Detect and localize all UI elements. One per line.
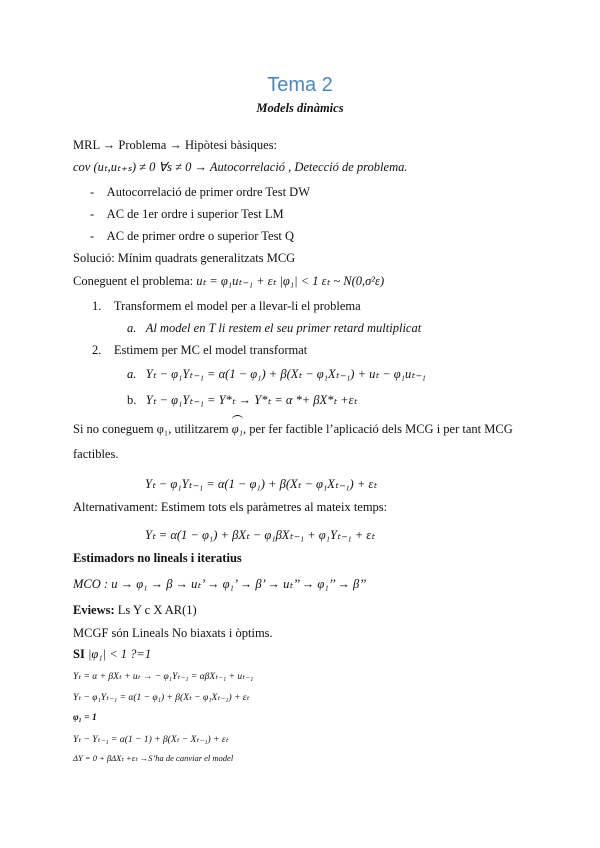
- list-item: - Autocorrelació de primer ordre Test DW: [90, 185, 310, 199]
- small-eq-3: φ₁ = 1: [73, 713, 97, 723]
- cov-formula: cov (uₜ,uₜ₊ₛ) ≠ 0 ∀s ≠ 0 → Autocorrelació , Detecció de problema.: [73, 160, 408, 174]
- eviews-line: Eviews: Ls Y c X AR(1): [73, 603, 197, 617]
- small-eq-2: Yₜ − φ₁Yₜ₋₁ = α(1 − φ₁) + β(Xₜ − φ₁Xₜ₋₁) + εₜ: [73, 693, 250, 703]
- si-label: SI: [73, 647, 85, 661]
- list-item: - AC de 1er ordre i superior Test LM: [90, 207, 284, 221]
- page-title: Tema 2: [267, 74, 333, 96]
- page-subtitle: Models dinàmics: [256, 101, 344, 115]
- coneguent-line: Coneguent el problema: uₜ = φ₁uₜ₋₁ + εₜ |φ₁| < 1 εₜ ~ N(0,σ²ε): [73, 274, 385, 288]
- small-eq-5: ΔY = 0 + βΔXₜ +εₜ →S’ha de canviar el model: [73, 753, 234, 763]
- mco-chain: MCO : u → φ₁ → β → uₜ’ → φ₁’ → β’ → uₜ’’ → φ₁’’ → β’’: [73, 577, 367, 591]
- small-eq-1: Yₜ = α + βXₜ + uₜ → − φ₁Yₜ₋₁ = αβXₜ₋₁ + uₜ₋₁: [73, 672, 254, 682]
- step-2b: b. Yₜ − φ₁Yₜ₋₁ = Y*ₜ → Y*ₜ = α *+ βX*ₜ +εₜ: [127, 393, 358, 407]
- solucio-line: Solució: Mínim quadrats generalitzats MCG: [73, 251, 296, 265]
- phi-hat: φ₁: [231, 422, 244, 436]
- estimadors-heading: Estimadors no lineals i iteratius: [73, 551, 242, 565]
- step-1a: a. Al model en T li restem el seu primer retard multiplicat: [127, 321, 422, 335]
- eq-factible: Yₜ − φ₁Yₜ₋₁ = α(1 − φ₁) + β(Xₜ − φ₁Xₜ₋₁) + εₜ: [145, 477, 378, 491]
- step-2: 2. Estimem per MC el model transformat: [92, 343, 308, 357]
- factibles-line: factibles.: [73, 447, 119, 461]
- step-2a: a. Yₜ − φ₁Yₜ₋₁ = α(1 − φ₁) + β(Xₜ − φ₁Xₜ₋₁) + uₜ − φ₁uₜ₋₁: [127, 367, 426, 381]
- eviews-label: Eviews:: [73, 603, 115, 617]
- si-no-line: Si no coneguem φ₁, utilitzarem φ₁, per fer factible l’aplicació dels MCG i per tant MCG: [73, 422, 513, 436]
- ar1-formula: uₜ = φ₁uₜ₋₁ + εₜ |φ₁| < 1 εₜ ~ N(0,σ²ε): [196, 274, 385, 288]
- si-line: [73, 647, 151, 662]
- step-1: 1. Transformem el model per a llevar-li el problema: [92, 299, 361, 313]
- si-condition: |φ₁| < 1 ?=1: [87, 647, 152, 661]
- small-eq-4: Yₜ − Yₜ₋₁ = α(1 − 1) + β(Xₜ − Xₜ₋₁) + εₜ: [73, 735, 229, 745]
- mrl-line: MRL → Problema → Hipòtesi bàsiques:: [73, 138, 278, 152]
- alternativament-line: Alternativament: Estimem tots els paràmetres al mateix temps:: [73, 500, 388, 514]
- eq-alternativa: Yₜ = α(1 − φ₁) + βXₜ − φ₁βXₜ₋₁ + φ₁Yₜ₋₁ + εₜ: [145, 528, 375, 542]
- mcgf-line: MCGF són Lineals No biaxats i òptims.: [73, 626, 273, 640]
- list-item: - AC de primer ordre o superior Test Q: [90, 229, 295, 243]
